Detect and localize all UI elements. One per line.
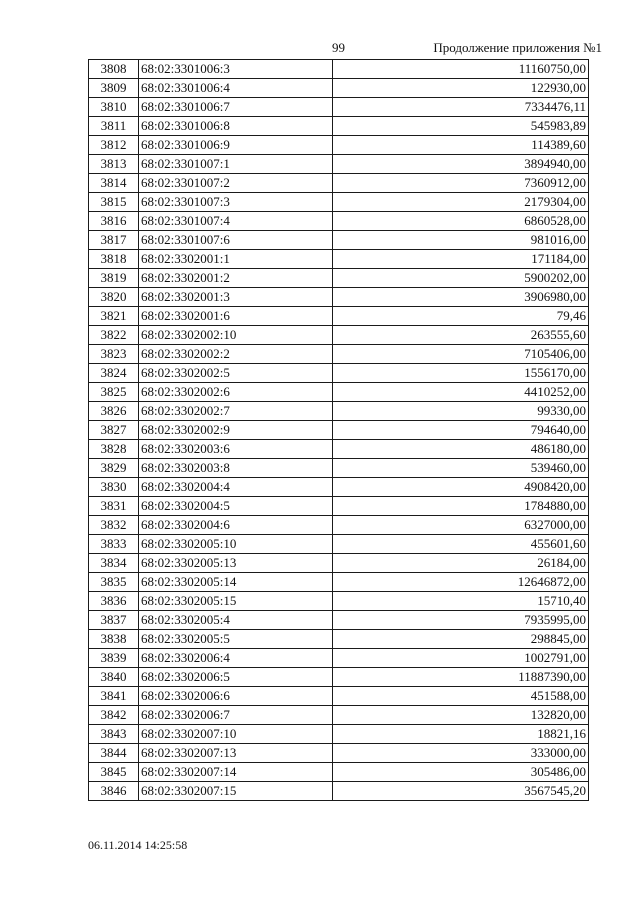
row-number-cell: 3811 xyxy=(89,117,139,136)
row-number-cell: 3830 xyxy=(89,478,139,497)
table-row xyxy=(89,117,589,136)
row-number-cell: 3842 xyxy=(89,706,139,725)
cadastral-number-cell: 68:02:3302001:3 xyxy=(139,288,333,307)
parcel-table-body xyxy=(89,60,589,801)
value-cell: 11887390,00 xyxy=(333,668,589,687)
value-cell: 7360912,00 xyxy=(333,174,589,193)
cadastral-number-cell: 68:02:3302006:7 xyxy=(139,706,333,725)
cadastral-number-cell: 68:02:3301007:6 xyxy=(139,231,333,250)
cadastral-number-cell: 68:02:3302007:15 xyxy=(139,782,333,801)
row-number-cell: 3826 xyxy=(89,402,139,421)
table-row xyxy=(89,402,589,421)
cadastral-number-cell: 68:02:3302005:4 xyxy=(139,611,333,630)
row-number-cell: 3824 xyxy=(89,364,139,383)
row-number-cell: 3812 xyxy=(89,136,139,155)
cadastral-number-cell: 68:02:3302002:6 xyxy=(139,383,333,402)
table-row xyxy=(89,763,589,782)
value-cell: 451588,00 xyxy=(333,687,589,706)
value-cell: 12646872,00 xyxy=(333,573,589,592)
cadastral-number-cell: 68:02:3302005:5 xyxy=(139,630,333,649)
table-row xyxy=(89,364,589,383)
row-number-cell: 3831 xyxy=(89,497,139,516)
value-cell: 122930,00 xyxy=(333,79,589,98)
value-cell: 99330,00 xyxy=(333,402,589,421)
cadastral-number-cell: 68:02:3302001:1 xyxy=(139,250,333,269)
table-row xyxy=(89,782,589,801)
cadastral-number-cell: 68:02:3302001:6 xyxy=(139,307,333,326)
cadastral-number-cell: 68:02:3302005:13 xyxy=(139,554,333,573)
table-row xyxy=(89,98,589,117)
row-number-cell: 3843 xyxy=(89,725,139,744)
table-row xyxy=(89,269,589,288)
page-number: 99 xyxy=(332,40,345,55)
table-row xyxy=(89,706,589,725)
table-row xyxy=(89,193,589,212)
row-number-cell: 3816 xyxy=(89,212,139,231)
table-row xyxy=(89,478,589,497)
value-cell: 794640,00 xyxy=(333,421,589,440)
cadastral-number-cell: 68:02:3302002:9 xyxy=(139,421,333,440)
table-row xyxy=(89,516,589,535)
row-number-cell: 3823 xyxy=(89,345,139,364)
cadastral-number-cell: 68:02:3302004:4 xyxy=(139,478,333,497)
row-number-cell: 3818 xyxy=(89,250,139,269)
row-number-cell: 3815 xyxy=(89,193,139,212)
value-cell: 7935995,00 xyxy=(333,611,589,630)
cadastral-number-cell: 68:02:3302007:13 xyxy=(139,744,333,763)
table-row xyxy=(89,136,589,155)
value-cell: 79,46 xyxy=(333,307,589,326)
row-number-cell: 3832 xyxy=(89,516,139,535)
table-row xyxy=(89,459,589,478)
cadastral-number-cell: 68:02:3301007:4 xyxy=(139,212,333,231)
row-number-cell: 3820 xyxy=(89,288,139,307)
cadastral-number-cell: 68:02:3302007:14 xyxy=(139,763,333,782)
table-row xyxy=(89,611,589,630)
value-cell: 981016,00 xyxy=(333,231,589,250)
row-number-cell: 3828 xyxy=(89,440,139,459)
value-cell: 305486,00 xyxy=(333,763,589,782)
value-cell: 3894940,00 xyxy=(333,155,589,174)
table-row xyxy=(89,155,589,174)
value-cell: 15710,40 xyxy=(333,592,589,611)
cadastral-number-cell: 68:02:3301006:8 xyxy=(139,117,333,136)
cadastral-number-cell: 68:02:3302003:8 xyxy=(139,459,333,478)
cadastral-number-cell: 68:02:3302006:5 xyxy=(139,668,333,687)
row-number-cell: 3835 xyxy=(89,573,139,592)
value-cell: 114389,60 xyxy=(333,136,589,155)
cadastral-number-cell: 68:02:3302004:6 xyxy=(139,516,333,535)
table-row xyxy=(89,573,589,592)
row-number-cell: 3840 xyxy=(89,668,139,687)
value-cell: 7105406,00 xyxy=(333,345,589,364)
table-row xyxy=(89,554,589,573)
table-row xyxy=(89,60,589,79)
value-cell: 3906980,00 xyxy=(333,288,589,307)
value-cell: 26184,00 xyxy=(333,554,589,573)
table-row xyxy=(89,630,589,649)
table-row xyxy=(89,250,589,269)
cadastral-number-cell: 68:02:3301007:2 xyxy=(139,174,333,193)
footer-timestamp: 06.11.2014 14:25:58 xyxy=(88,838,188,852)
table-row xyxy=(89,174,589,193)
table-row xyxy=(89,668,589,687)
value-cell: 5900202,00 xyxy=(333,269,589,288)
table-row xyxy=(89,440,589,459)
row-number-cell: 3827 xyxy=(89,421,139,440)
table-row xyxy=(89,212,589,231)
table-row xyxy=(89,288,589,307)
row-number-cell: 3810 xyxy=(89,98,139,117)
cadastral-number-cell: 68:02:3302002:5 xyxy=(139,364,333,383)
row-number-cell: 3841 xyxy=(89,687,139,706)
table-row xyxy=(89,383,589,402)
table-row xyxy=(89,326,589,345)
value-cell: 171184,00 xyxy=(333,250,589,269)
value-cell: 263555,60 xyxy=(333,326,589,345)
table-row xyxy=(89,345,589,364)
row-number-cell: 3838 xyxy=(89,630,139,649)
cadastral-number-cell: 68:02:3301006:7 xyxy=(139,98,333,117)
cadastral-number-cell: 68:02:3302006:6 xyxy=(139,687,333,706)
value-cell: 333000,00 xyxy=(333,744,589,763)
table-row xyxy=(89,231,589,250)
table-row xyxy=(89,687,589,706)
row-number-cell: 3817 xyxy=(89,231,139,250)
value-cell: 18821,16 xyxy=(333,725,589,744)
value-cell: 132820,00 xyxy=(333,706,589,725)
cadastral-number-cell: 68:02:3302001:2 xyxy=(139,269,333,288)
row-number-cell: 3839 xyxy=(89,649,139,668)
value-cell: 6860528,00 xyxy=(333,212,589,231)
table-row xyxy=(89,535,589,554)
row-number-cell: 3814 xyxy=(89,174,139,193)
cadastral-number-cell: 68:02:3302002:10 xyxy=(139,326,333,345)
cadastral-number-cell: 68:02:3302003:6 xyxy=(139,440,333,459)
table-row xyxy=(89,421,589,440)
cadastral-number-cell: 68:02:3302005:10 xyxy=(139,535,333,554)
value-cell: 486180,00 xyxy=(333,440,589,459)
row-number-cell: 3813 xyxy=(89,155,139,174)
row-number-cell: 3845 xyxy=(89,763,139,782)
cadastral-number-cell: 68:02:3302002:2 xyxy=(139,345,333,364)
value-cell: 545983,89 xyxy=(333,117,589,136)
row-number-cell: 3825 xyxy=(89,383,139,402)
value-cell: 2179304,00 xyxy=(333,193,589,212)
row-number-cell: 3809 xyxy=(89,79,139,98)
table-row xyxy=(89,79,589,98)
parcel-table xyxy=(88,59,589,801)
table-row xyxy=(89,592,589,611)
row-number-cell: 3846 xyxy=(89,782,139,801)
cadastral-number-cell: 68:02:3301006:4 xyxy=(139,79,333,98)
row-number-cell: 3821 xyxy=(89,307,139,326)
value-cell: 1556170,00 xyxy=(333,364,589,383)
table-row xyxy=(89,649,589,668)
value-cell: 298845,00 xyxy=(333,630,589,649)
row-number-cell: 3829 xyxy=(89,459,139,478)
value-cell: 3567545,20 xyxy=(333,782,589,801)
table-row xyxy=(89,307,589,326)
cadastral-number-cell: 68:02:3301006:9 xyxy=(139,136,333,155)
row-number-cell: 3844 xyxy=(89,744,139,763)
row-number-cell: 3837 xyxy=(89,611,139,630)
row-number-cell: 3822 xyxy=(89,326,139,345)
table-row xyxy=(89,744,589,763)
cadastral-number-cell: 68:02:3301007:1 xyxy=(139,155,333,174)
table-row xyxy=(89,497,589,516)
cadastral-number-cell: 68:02:3301006:3 xyxy=(139,60,333,79)
cadastral-number-cell: 68:02:3302005:15 xyxy=(139,592,333,611)
value-cell: 11160750,00 xyxy=(333,60,589,79)
page-header-title: Продолжение приложения №1 xyxy=(433,40,602,55)
value-cell: 4410252,00 xyxy=(333,383,589,402)
row-number-cell: 3819 xyxy=(89,269,139,288)
table-row xyxy=(89,725,589,744)
value-cell: 539460,00 xyxy=(333,459,589,478)
value-cell: 7334476,11 xyxy=(333,98,589,117)
row-number-cell: 3836 xyxy=(89,592,139,611)
row-number-cell: 3808 xyxy=(89,60,139,79)
value-cell: 6327000,00 xyxy=(333,516,589,535)
cadastral-number-cell: 68:02:3302005:14 xyxy=(139,573,333,592)
cadastral-number-cell: 68:02:3302006:4 xyxy=(139,649,333,668)
row-number-cell: 3833 xyxy=(89,535,139,554)
value-cell: 1784880,00 xyxy=(333,497,589,516)
value-cell: 455601,60 xyxy=(333,535,589,554)
cadastral-number-cell: 68:02:3302004:5 xyxy=(139,497,333,516)
row-number-cell: 3834 xyxy=(89,554,139,573)
value-cell: 4908420,00 xyxy=(333,478,589,497)
cadastral-number-cell: 68:02:3302002:7 xyxy=(139,402,333,421)
cadastral-number-cell: 68:02:3301007:3 xyxy=(139,193,333,212)
value-cell: 1002791,00 xyxy=(333,649,589,668)
cadastral-number-cell: 68:02:3302007:10 xyxy=(139,725,333,744)
